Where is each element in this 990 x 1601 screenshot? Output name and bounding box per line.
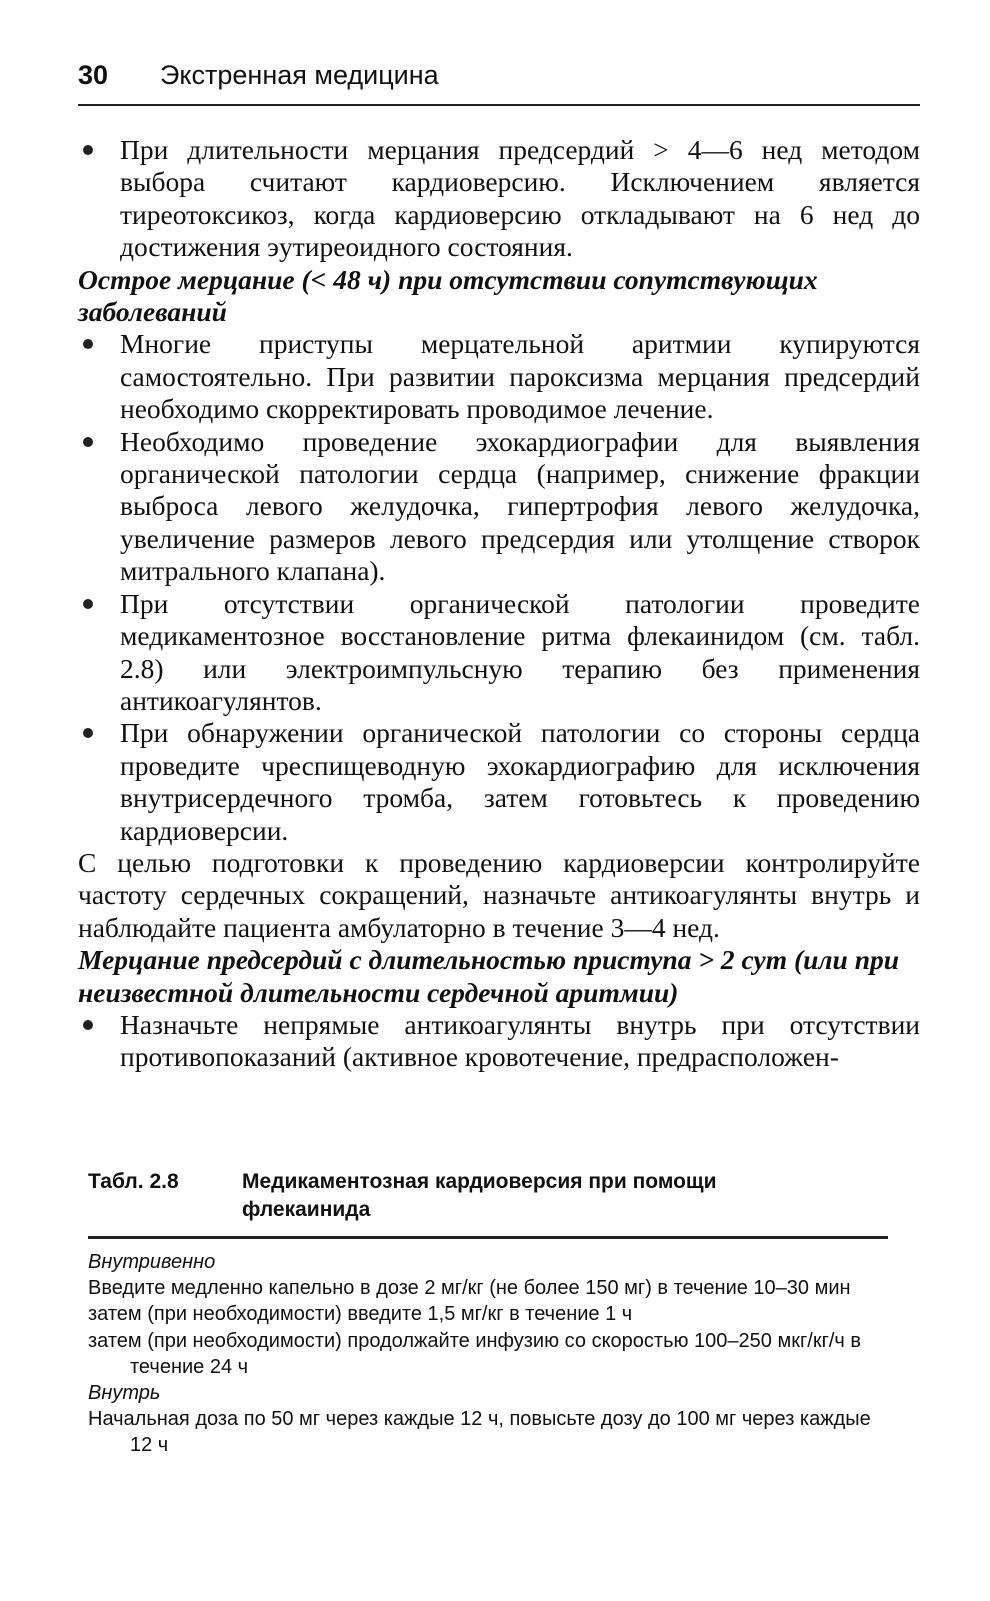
list-item (78, 1009, 920, 1074)
running-title: Экстренная медицина (160, 60, 439, 90)
page-number: 30 (78, 60, 109, 90)
table-title: Медикаментозная кардиоверсия при помощи флекаинида (242, 1170, 717, 1221)
main-text (78, 134, 920, 1074)
table-row: затем (при необходимости) продолжайте инфузию со скоростью 100–250 мкг/кг/ч в течение 24 ч (88, 1329, 862, 1378)
table-row: Введите медленно капельно в дозе 2 мг/кг (не более 150 мг) в течение 10–30 мин (88, 1277, 851, 1300)
list-item-text: Назначьте непрямые антикоагулянты внутрь при отсутствии противопоказаний (активное кровотечение, предрасположен- (120, 1008, 920, 1073)
section-subheading: Мерцание предсердий с длительностью приступа > 2 сут (или при неизвестной длительности сердечной аритмии) (78, 944, 900, 1008)
table-row: Начальная доза по 50 мг через каждые 12 ч, повысьте дозу до 100 мг через каждые 12 ч (88, 1408, 871, 1457)
drug-table (88, 1168, 888, 1459)
bullet-list-1 (78, 134, 920, 264)
bullet-icon (83, 145, 93, 155)
list-item (78, 588, 920, 718)
running-header (78, 60, 920, 106)
list-item (78, 717, 920, 847)
bullet-icon (83, 437, 93, 447)
bullet-list-3 (78, 1009, 920, 1074)
table-label: Табл. 2.8 (88, 1170, 179, 1193)
bullet-icon (83, 1020, 93, 1030)
list-item-text: Многие приступы мерцательной аритмии купируются самостоятельно. При развитии пароксизма мерцания предсердий необходимо скорректировать проводимое лечение. (120, 328, 920, 425)
list-item (78, 134, 920, 264)
page (78, 60, 920, 1074)
list-item-text: При обнаружении органической патологии со стороны сердца проведите чреспищеводную эхокардиографию для исключения внутрисердечного тромба, затем готовьтесь к проведению кардиоверсии. (120, 717, 920, 846)
list-item (78, 328, 920, 425)
bullet-icon (83, 339, 93, 349)
list-item-text: Необходимо проведение эхокардиографии для выявления органической патологии сердца (например, снижение фракции выброса левого желудочка, гипертрофия левого желудочка, увеличение размеров левого предсердия или утолщение створок митрального клапана). (120, 425, 920, 587)
body-paragraph: С целью подготовки к проведению кардиоверсии контролируйте частоту сердечных сокращений, назначьте антикоагулянты внутрь и наблюдайте пациента амбулаторно в течение 3—4 нед. (78, 846, 920, 943)
bullet-icon (83, 728, 93, 738)
table-row: затем (при необходимости) введите 1,5 мг/кг в течение 1 ч (88, 1303, 633, 1326)
list-item-text: При отсутствии органической патологии проведите медикаментозное восстановление ритма флекаинидом (см. табл. 2.8) или электроимпульсную терапию без применения антикоагулянтов. (120, 587, 920, 716)
list-item (78, 426, 920, 588)
section-subheading: Острое мерцание (< 48 ч) при отсутствии сопутствующих заболеваний (78, 263, 818, 328)
table-section-oral: Внутрь (88, 1382, 161, 1405)
table-body (88, 1249, 888, 1459)
bullet-list-2 (78, 328, 920, 847)
table-rule (88, 1236, 888, 1239)
table-section-iv: Внутривенно (88, 1251, 216, 1273)
table-caption (88, 1168, 888, 1224)
list-item-text: При длительности мерцания предсердий > 4—6 нед методом выбора считают кардиоверсию. Исключением является тиреотоксикоз, когда кардиоверсию откладывают на 6 нед до достижения эутиреоидного состояния. (120, 134, 920, 263)
bullet-icon (83, 599, 93, 609)
